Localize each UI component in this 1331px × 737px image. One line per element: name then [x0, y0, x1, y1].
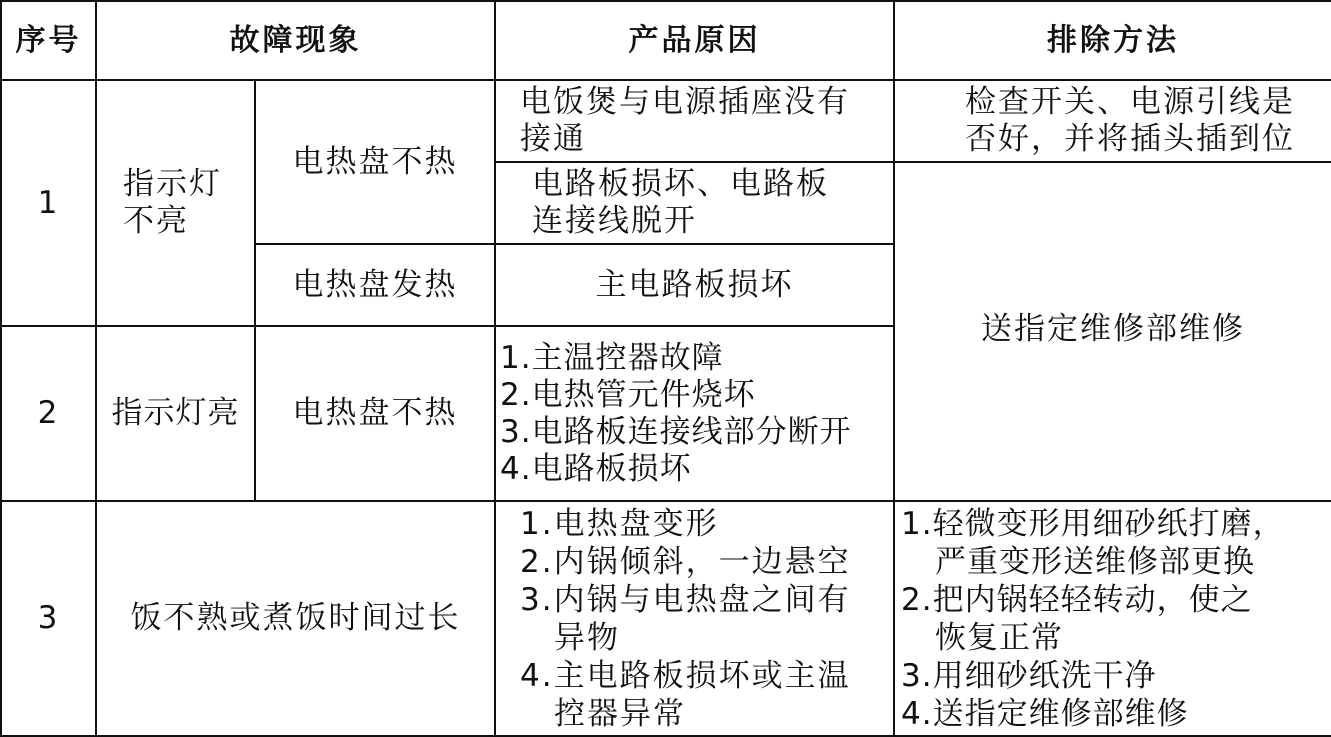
row3-symptom: 饭不熟或煮饭时间过长 [96, 501, 495, 736]
row2-cause-1: 1.主温控器故障 [500, 339, 724, 376]
row1-cause-socket [495, 80, 894, 162]
header-seq: 序号 [1, 1, 96, 80]
row1-symptom-cold: 电热盘不热 [255, 80, 495, 244]
row1-cause-board-line1: 电路板损坏、电路板 [532, 166, 829, 202]
row2-cause-3: 3.电路板连接线部分断开 [500, 413, 852, 450]
row1-cause-board [495, 162, 894, 244]
header-symptom: 故障现象 [96, 1, 495, 80]
row2-indicator: 指示灯亮 [96, 326, 255, 501]
row1-number: 1 [1, 80, 96, 326]
row1-cause-board-line2: 连接线脱开 [532, 203, 697, 239]
row3-remedy-3: 3.用细砂纸洗干净 [901, 657, 1157, 694]
table-row [1, 501, 1331, 736]
row1-remedy-check-line1: 检查开关、电源引线是 [965, 84, 1295, 120]
row1-indicator-line2: 不亮 [123, 203, 189, 239]
row2-number: 2 [1, 326, 96, 501]
row3-remedy-1: 1.轻微变形用细砂纸打磨， [901, 505, 1285, 542]
row2-cause-4: 4.电路板损坏 [500, 450, 692, 487]
row2-causes [495, 326, 894, 501]
row3-cause-3: 3.内锅与电热盘之间有 [520, 581, 851, 618]
row1-indicator-line1: 指示灯 [123, 166, 222, 202]
row2-symptom: 电热盘不热 [255, 326, 495, 501]
shared-remedy-repair: 送指定维修部维修 [894, 162, 1331, 501]
row3-remedies [894, 501, 1331, 736]
header-remedy: 排除方法 [894, 1, 1331, 80]
row2-cause-2: 2.电热管元件烧坏 [500, 376, 756, 413]
row1-cause-mainboard: 主电路板损坏 [495, 244, 894, 326]
row1-cause-socket-line1: 电饭煲与电源插座没有 [520, 84, 850, 120]
row3-cause-4-cont: 控器异常 [554, 695, 686, 732]
row3-remedy-4: 4.送指定维修部维修 [901, 695, 1189, 732]
row1-remedy-check [894, 80, 1331, 162]
row1-remedy-check-line2: 否好，并将插头插到位 [965, 121, 1295, 157]
row3-cause-4: 4.主电路板损坏或主温 [520, 657, 851, 694]
header-row [1, 1, 1331, 80]
row3-remedy-2: 2.把内锅轻轻转动，使之 [901, 581, 1253, 618]
row3-cause-2: 2.内锅倾斜，一边悬空 [520, 543, 851, 580]
row1-symptom-hot: 电热盘发热 [255, 244, 495, 326]
row3-cause-3-cont: 异物 [554, 619, 620, 656]
row3-cause-1: 1.电热盘变形 [520, 505, 719, 542]
row3-causes [495, 501, 894, 736]
row3-remedy-2-cont: 恢复正常 [935, 619, 1063, 656]
row1-indicator [96, 80, 255, 326]
row3-number: 3 [1, 501, 96, 736]
row1-cause-socket-line2: 接通 [520, 121, 586, 157]
row3-remedy-1-cont: 严重变形送维修部更换 [935, 543, 1255, 580]
table-row [1, 80, 1331, 162]
header-cause: 产品原因 [495, 1, 894, 80]
